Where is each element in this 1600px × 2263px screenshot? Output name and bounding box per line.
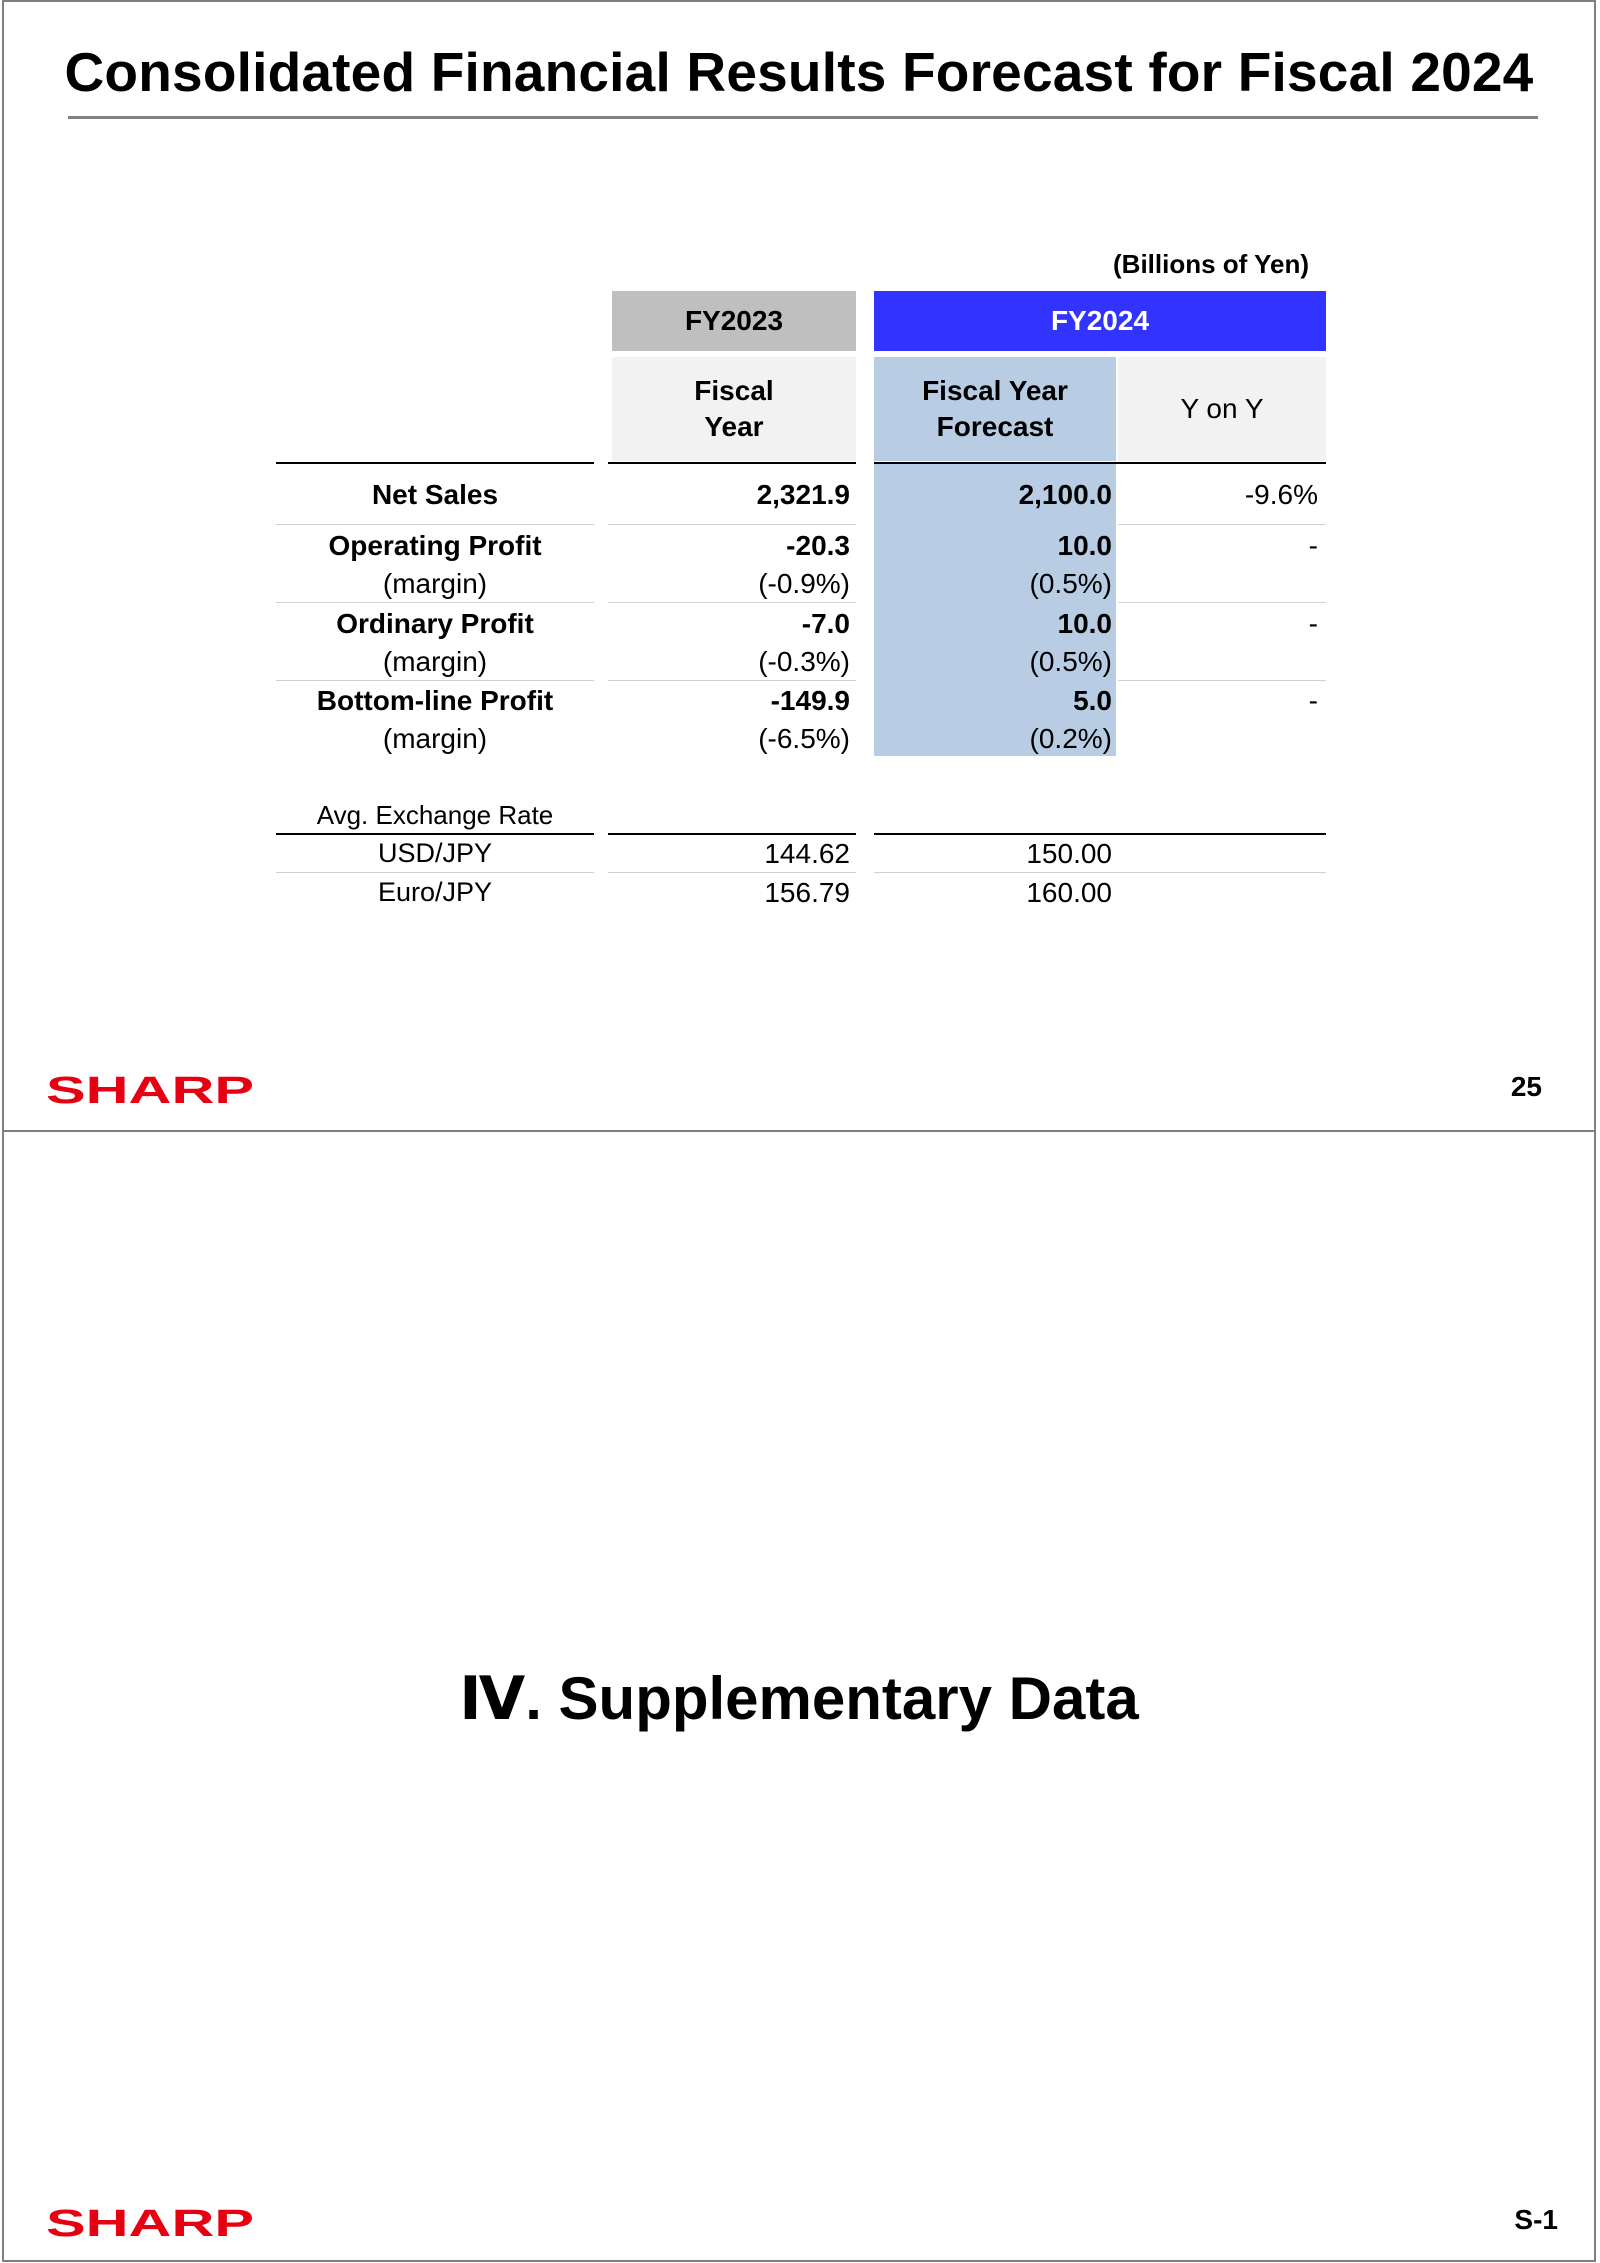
sharp-logo [46,1069,256,1109]
net-sales-forecast: 2,100.0 [1018,479,1112,510]
net-sales-yoy: -9.6% [1244,479,1318,510]
sharp-logo-text: SHARP [46,1070,254,1109]
row-divider [874,872,1326,873]
row-divider [608,524,856,525]
table-rule [276,833,594,835]
bottom-line-profit-fy2023: -149.9 [770,685,850,716]
operating-profit-forecast: 10.0 [1057,530,1112,561]
slide-supplementary [2,1130,1596,2262]
subheader-forecast [874,357,1116,461]
row-label-operating-profit: Operating Profit [328,530,542,561]
row-divider [608,680,856,681]
row-divider [608,602,856,603]
ordinary-profit-yoy: - [1308,608,1318,639]
page-number: 25 [1510,1071,1542,1102]
row-label-ordinary-profit: Ordinary Profit [336,608,534,639]
bottom-line-profit-yoy: - [1308,685,1318,716]
row-divider [1118,602,1326,603]
slide-forecast [2,0,1596,1132]
usd-jpy-forecast: 150.00 [1026,838,1112,869]
operating-margin-forecast: (0.5%) [1029,568,1112,599]
subheader-fiscal-year [612,357,856,461]
table-rule [874,833,1326,835]
header-fy2023: FY2023 [612,291,856,351]
ordinary-margin-fy2023: (-0.3%) [758,646,850,677]
page-number: S-1 [1514,2204,1558,2235]
exchange-rate-heading: Avg. Exchange Rate [316,800,554,830]
table-rule [276,462,594,464]
row-divider [1118,680,1326,681]
operating-profit-yoy: - [1308,530,1318,561]
operating-profit-fy2023: -20.3 [786,530,850,561]
subheader-fiscal-year-text: Fiscal Year [694,375,774,442]
row-label-margin: (margin) [382,646,488,677]
row-divider [608,872,856,873]
subheader-forecast-text: Fiscal Year Forecast [922,375,1068,442]
row-label-margin: (margin) [382,568,488,599]
row-label-margin: (margin) [382,723,488,754]
row-divider [1118,524,1326,525]
header-fy2024: FY2024 [874,291,1326,351]
page-title: Consolidated Financial Results Forecast for Fiscal 2024 [64,41,1534,103]
section-title: Ⅳ. Supplementary Data [459,1665,1139,1732]
bottom-line-profit-forecast: 5.0 [1073,685,1112,716]
row-divider [276,872,594,873]
row-divider [276,524,594,525]
operating-margin-fy2023: (-0.9%) [758,568,850,599]
title-divider [68,116,1538,119]
euro-jpy-forecast: 160.00 [1026,877,1112,908]
row-label-euro-jpy: Euro/JPY [377,877,493,907]
ordinary-margin-forecast: (0.5%) [1029,646,1112,677]
bottom-line-margin-fy2023: (-6.5%) [758,723,850,754]
ordinary-profit-fy2023: -7.0 [801,608,850,639]
ordinary-profit-forecast: 10.0 [1057,608,1112,639]
euro-jpy-fy2023: 156.79 [764,877,850,908]
subheader-yoy: Y on Y [1118,357,1326,461]
net-sales-fy2023: 2,321.9 [756,479,850,510]
row-divider [276,602,594,603]
row-divider [276,680,594,681]
sharp-logo [46,2202,256,2242]
row-label-net-sales: Net Sales [371,479,499,510]
usd-jpy-fy2023: 144.62 [764,838,850,869]
bottom-line-margin-forecast: (0.2%) [1029,723,1112,754]
sharp-logo-text: SHARP [46,2203,254,2242]
table-rule [608,833,856,835]
table-rule [874,462,1326,464]
row-label-bottom-line-profit: Bottom-line Profit [316,685,554,716]
unit-note: (Billions of Yen) [1113,249,1309,279]
table-rule [608,462,856,464]
row-label-usd-jpy: USD/JPY [377,838,493,868]
